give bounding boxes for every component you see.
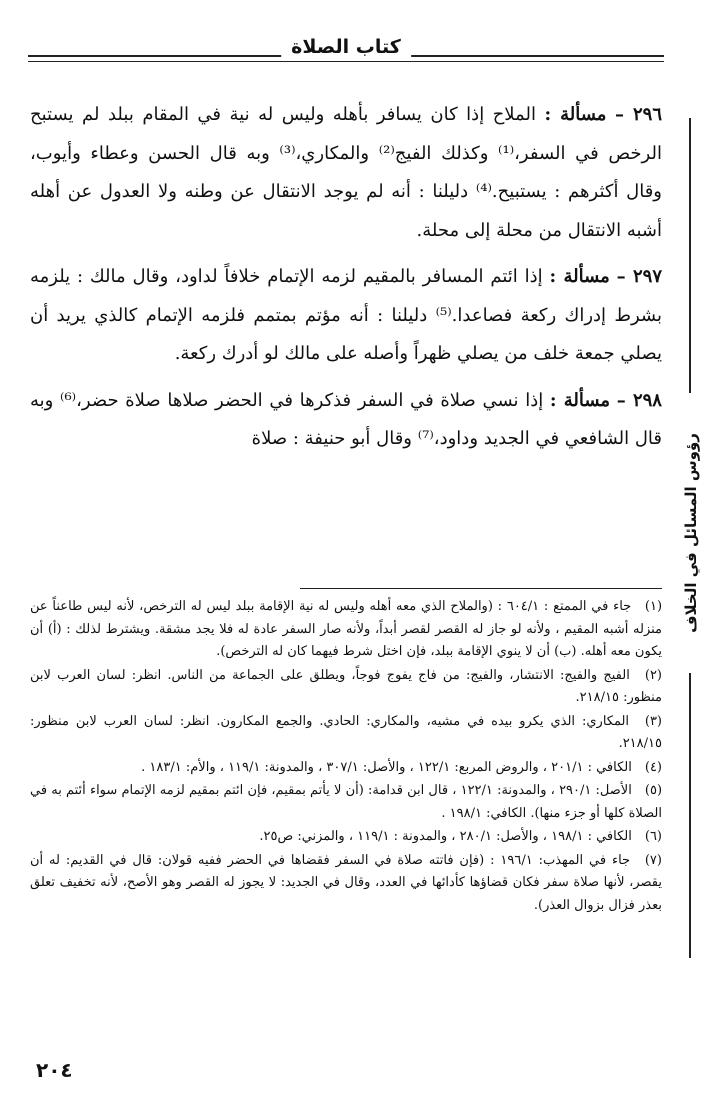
issue-keyword: مسألة : [549, 266, 610, 287]
issue-keyword: مسألة : [549, 389, 611, 411]
footnote-number: (٤) [644, 759, 662, 775]
footnote-text: المكاري: الذي يكرو بيده في مشيه، والمكاري: الحادي. والجمع المكارون. انظر: لسان العرب لابن منظور: ٢١٨/١٥. [30, 713, 662, 751]
issue-paragraph [30, 96, 662, 250]
footnote-text: الفيج والفيج: الانتشار، والفيج: من فاج يفوج فوجاً، ويطلق على الجماعة من الناس. انظر: لسان العرب لابن منظور: ٢١٨/١٥. [30, 667, 662, 705]
side-rule-top [689, 118, 691, 393]
chapter-title: كتاب الصلاة [281, 36, 411, 58]
footnote [30, 850, 662, 918]
footnote [30, 711, 662, 756]
footnotes [30, 596, 662, 918]
issue-keyword: مسألة : [544, 104, 607, 125]
issue-text: إذا نسي صلاة في السفر فذكرها في الحضر صلاها صلاة حضر،⁽⁶⁾ وبه قال الشافعي في الجديد وداود،⁽⁷⁾ وقال أبو حنيفة : صلاة [30, 389, 662, 449]
issue-text: إذا ائتم المسافر بالمقيم لزمه الإتمام خلافاً لداود، وقال مالك : يلزمه بشرط إدراك ركعة فصاعدا.⁽⁵⁾ دليلنا : أنه مؤتم بمتمم فلزمه الإتمام كالذي يريد أن يصلي جمعة خلف من يصلي ظهراً وأصله على مالك لو أدرك ركعة. [30, 266, 662, 364]
footnote-text: جاء في المهذب: ١٩٦/١ : (فإن فاتته صلاة في السفر فقضاها في الحضر ففيه قولان: قال في القديم: له أن يقصر، لأنها صلاة سفر فكان قضاؤها كأدائها في العدد، وقال في الجديد: لا يجوز له القصر وهو الأصح، لأنه تخفيف تعلق بعذر فزال بزوال العذر). [30, 852, 662, 913]
footnote-number: (١) [644, 599, 663, 614]
issue-number: ٢٩٧ – [616, 266, 662, 287]
footnote [30, 826, 662, 849]
footnote-number: (٦) [644, 829, 662, 844]
side-margin [676, 118, 706, 958]
footnote [30, 780, 662, 825]
side-book-title: رؤوس المسائل في الخلاف [682, 433, 700, 633]
main-text [30, 96, 662, 467]
footnote-separator [300, 588, 662, 589]
side-rule-bottom [689, 673, 691, 958]
issue-text: الملاح إذا كان يسافر بأهله وليس له نية في المقام ببلد لم يستبح الرخص في السفر،⁽¹⁾ وكذلك الفيج⁽²⁾ والمكاري،⁽³⁾ وبه قال الحسن وعطاء وأيوب، وقال أكثرهم : يستبيح.⁽⁴⁾ دليلنا : أنه لم يوجد الانتقال عن وطنه ولا العدول عن أهله أشبه الانتقال من محلة إلى محلة. [30, 104, 662, 241]
running-header [28, 34, 664, 68]
footnote-number: (٧) [644, 852, 662, 868]
footnote [30, 596, 662, 664]
footnote-text: الأصل: ٢٩٠/١ ، والمدونة: ١٢٢/١ ، قال ابن قدامة: (أن لا يأتم بمقيم، فإن ائتم بمقيم لزمه الإتمام سواء أئتم به في الصلاة كلها أو جزء منها). الكافي: ١٩٨/١ . [30, 783, 662, 821]
issue-number: ٢٩٦ – [614, 104, 662, 125]
issue-paragraph [30, 382, 662, 459]
footnote-text: جاء في الممتع : ٦٠٤/١ : (والملاح الذي معه أهله وليس له نية الإقامة ببلد ليس له الترخص، لأنه ليس طاعناً عن منزله أشبه المقيم ، ولأنه لو جاز له القصر لقصر أبداً، ولأنه صار السفر عادة له فلا يجد مشقة. ويشترط لذلك : (أ) أن يكون معه أهله. (ب) أن لا ينوي الإقامة ببلد، فإن اختل شرط فيهما كان له الترخص). [30, 599, 662, 659]
footnote-number: (٣) [644, 713, 662, 729]
footnote-number: (٢) [644, 667, 662, 683]
footnote [30, 665, 662, 710]
footnote-text: الكافي : ٢٠١/١ ، والروض المربع: ١٢٢/١ ، والأصل: ٣٠٧/١ ، والمدونة: ١١٩/١ ، والأم: ١٨٣/١ . [141, 759, 632, 775]
footnote-text: الكافي : ١٩٨/١ ، والأصل: ٢٨٠/١ ، والمدونة : ١١٩/١ ، والمزني: ص٢٥. [259, 829, 632, 844]
footnote [30, 757, 662, 780]
footnote-number: (٥) [644, 783, 663, 798]
issue-paragraph [30, 258, 662, 374]
page-number: ٢٠٤ [36, 1058, 73, 1082]
issue-number: ٢٩٨ – [616, 389, 662, 411]
